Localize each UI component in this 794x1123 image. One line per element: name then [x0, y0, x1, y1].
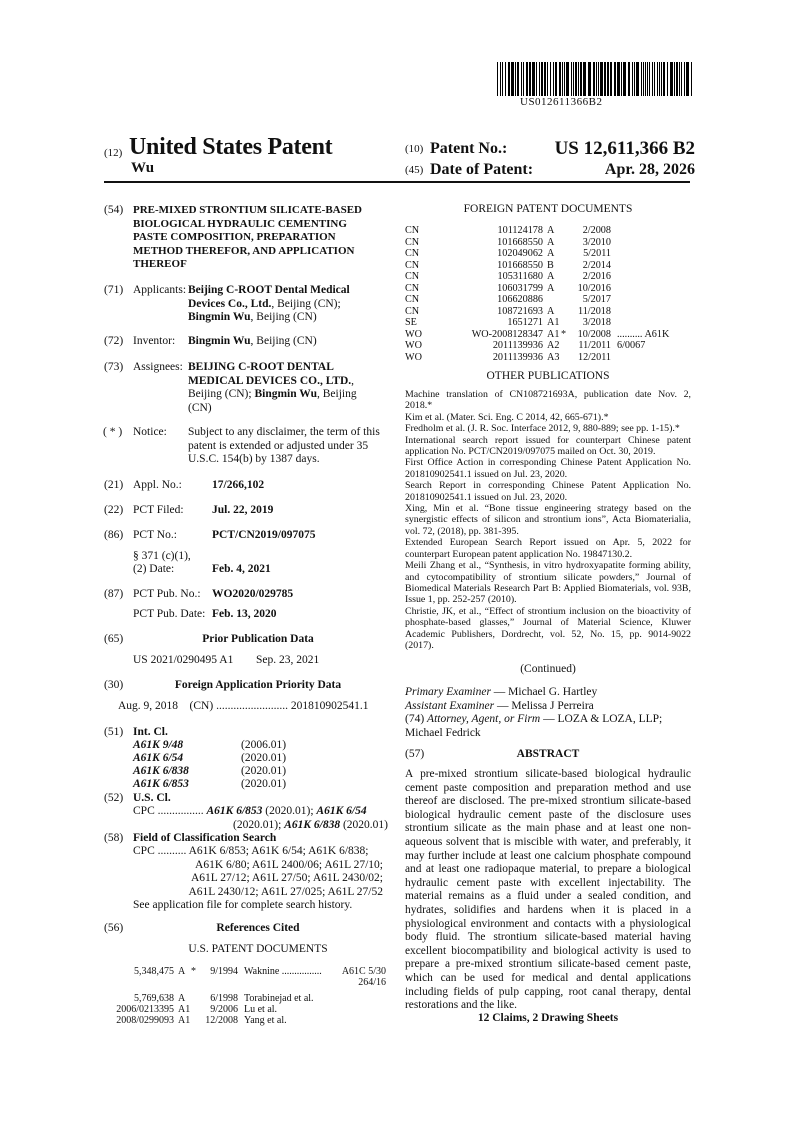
appl-no-label: Appl. No.:	[133, 479, 182, 491]
abstract-text: A pre-mixed strontium silicate-based biological hydraulic cement paste composition and preparation method and use thereof are disclosed. The pre-mixed strontium silicate-based biological hydraulic cement paste of the disclosure uses strontium silicate as the main phase and at least one non-aqueous solvent that is miscible with water, and preferably, it may further include at least one calcium phosphate compound and at least one radiopaque material, to prepare a biological hydraulic cement paste with excellent injectability. The material remains as a fluid under a sealed condition, and hydrates, solidifies and hardens when it is placed in a physiological environment and contacts with a physiological body fluid. The strontium silicate-based material having excellent biocompatibility and biological activity is used to prepare a pre-mixed strontium silicate-based cement paste, which can be used for medical and dental applications including fields of pulp capping, root canal therapy, dental restorations and the like.	[405, 768, 691, 1012]
cpc-code: A61K 6/838	[284, 818, 341, 831]
assignee-location: , Beijing	[317, 388, 357, 401]
barcode-bar	[596, 62, 597, 96]
barcode-bar	[628, 62, 630, 96]
barcode-bar	[526, 62, 528, 96]
assistant-examiner: — Melissa J Perreira	[494, 699, 594, 712]
barcode-bar	[578, 62, 579, 96]
code-30: (30)	[104, 679, 124, 691]
ref-kind: A	[547, 282, 555, 294]
code-74: (74)	[405, 713, 428, 726]
barcode-bar	[614, 62, 616, 96]
barcode-bar	[588, 62, 591, 96]
field-note: See application file for complete search history.	[133, 899, 353, 912]
barcode-bar	[564, 62, 565, 96]
country-code: WO	[405, 340, 422, 351]
code-45: (45)	[405, 164, 424, 176]
int-cl-row	[133, 739, 287, 752]
code-51: (51)	[104, 726, 124, 738]
country-code: CN	[405, 225, 420, 236]
ref-number: 5,348,475	[134, 966, 174, 977]
ref-number: 2011139936	[492, 351, 543, 363]
barcode-bar	[686, 62, 689, 96]
assignees-label: Assignees:	[133, 361, 183, 373]
country-code: CN	[405, 259, 420, 271]
publication-entry: Search Report in corresponding Chinese Patent Application No. 201810902541.1 issued on Jul. 23, 2020.	[405, 480, 691, 503]
ref-date: 11/2018	[577, 305, 611, 317]
cpc-version: (2020.01)	[340, 818, 388, 831]
ref-kind: A	[547, 271, 555, 282]
barcode-bar	[652, 62, 653, 96]
country-code: CN	[405, 305, 420, 317]
int-cl-version: (2020.01)	[241, 752, 287, 764]
ref-class-secondary: 264/16	[358, 977, 386, 988]
ref-kind: A1	[178, 1015, 191, 1026]
ref-date: 3/2010	[582, 236, 611, 248]
attorney: — LOZA & LOZA, LLP;	[540, 713, 663, 726]
title-line: PASTE COMPOSITION, PREPARATION	[133, 231, 336, 244]
barcode-bar	[663, 62, 665, 96]
claims-summary: 12 Claims, 2 Drawing Sheets	[477, 1012, 619, 1024]
foreign-reference-row	[405, 294, 695, 305]
barcode-bar	[659, 62, 660, 96]
primary-examiner-label: Primary Examiner	[405, 686, 491, 698]
barcode-bar	[566, 62, 569, 96]
field-line: A61K 6/80; A61L 2400/06; A61L 27/10;	[195, 858, 383, 871]
barcode-bar	[643, 62, 644, 96]
barcode-bar	[573, 62, 574, 96]
barcode-bar	[610, 62, 612, 96]
foreign-reference-row	[405, 260, 695, 271]
ref-number: 106031799	[497, 282, 543, 294]
barcode-bar	[500, 62, 501, 96]
barcode-bar	[553, 62, 554, 96]
ref-number: 2008/0299093	[116, 1015, 174, 1026]
ref-kind: A1	[547, 317, 560, 328]
publication-entry: Xing, Min et al. “Bone tissue engineering strategy based on the synergistic effects of silicon and strontium ions”, Acta Biomaterialia, vol. 72, (2018), pp. 381-395.	[405, 503, 691, 537]
barcode-bar	[497, 62, 498, 96]
code-54: (54)	[104, 204, 124, 216]
ref-date: 9/2006	[210, 1004, 238, 1015]
cpc-label: CPC ................	[133, 805, 204, 817]
barcode-bar	[547, 62, 548, 96]
inventor-value	[188, 335, 317, 349]
barcode-bar	[645, 62, 646, 96]
assignee-name: Bingmin Wu	[254, 388, 317, 401]
barcode-bar	[641, 62, 642, 96]
us-reference-row	[104, 966, 386, 988]
int-cl-list	[133, 739, 287, 791]
barcode-bar	[598, 62, 599, 96]
cpc-version: (2020.01);	[262, 805, 317, 817]
references-heading: References Cited	[216, 922, 300, 934]
ref-kind: A1	[178, 1004, 191, 1015]
assignee-location: (CN)	[188, 401, 212, 414]
ref-date: 2/2008	[582, 225, 611, 236]
foreign-reference-row	[405, 248, 695, 259]
barcode-bar	[541, 62, 543, 96]
ref-number: 2006/0213395	[116, 1004, 174, 1015]
pct-pub-date: Feb. 13, 2020	[212, 608, 277, 620]
s371-date: Feb. 4, 2021	[212, 563, 271, 575]
ref-name: Waknine ................	[244, 966, 322, 977]
cpc-version: (2020.01);	[233, 818, 285, 831]
foreign-reference-row	[405, 317, 695, 328]
field-line: CPC .......... A61K 6/853; A61K 6/54; A61K 6/838;	[133, 845, 369, 857]
foreign-reference-row	[405, 352, 695, 363]
code-87: (87)	[104, 588, 124, 600]
barcode-bar	[523, 62, 524, 96]
barcode-bar	[562, 62, 563, 96]
int-cl-row	[133, 778, 287, 791]
inventor-header: Wu	[131, 160, 155, 176]
pct-pub-no-label: PCT Pub. No.:	[133, 588, 201, 600]
publication-entry: Extended European Search Report issued on Apr. 5, 2022 for counterpart European patent application No. 19847130.2.	[405, 537, 691, 560]
publication-entry: Kim et al. (Mater. Sci. Eng. C 2014, 42, 665-671).*	[405, 411, 609, 423]
ref-date: 5/2011	[583, 248, 611, 259]
ref-star: *	[561, 328, 567, 340]
appl-no: 17/266,102	[212, 479, 265, 491]
attorney-name: Michael Fedrick	[405, 726, 481, 739]
title-line: THEREOF	[133, 258, 187, 271]
patent-type-code	[104, 143, 122, 161]
prior-pub-heading: Prior Publication Data	[202, 633, 314, 645]
assignee-name-cont: MEDICAL DEVICES CO., LTD.	[188, 374, 352, 387]
document-title	[129, 134, 332, 161]
barcode-bar	[647, 62, 648, 96]
code-72: (72)	[104, 335, 124, 347]
assignees-value: BEIJING C-ROOT DENTAL MEDICAL DEVICES CO., LTD., Beijing (CN); Bingmin Wu, Beijing (CN)	[188, 361, 393, 415]
ref-number: 102049062	[497, 248, 543, 259]
title-line: BIOLOGICAL HYDRAULIC CEMENTING	[133, 217, 347, 230]
barcode-bar	[508, 62, 510, 96]
ref-number: 106620886	[497, 294, 543, 305]
int-cl-version: (2020.01)	[241, 765, 287, 777]
attorney-label: Attorney, Agent, or Firm	[427, 713, 541, 726]
ref-date: 6/1998	[210, 993, 238, 1004]
country-code: SE	[405, 317, 417, 328]
ref-kind: A	[547, 225, 555, 236]
foreign-reference-row	[405, 306, 695, 317]
int-cl-code: A61K 6/54	[133, 752, 184, 764]
applicant-name-cont: Devices Co., Ltd.	[188, 297, 272, 310]
pct-pub-date-label: PCT Pub. Date:	[133, 608, 206, 620]
barcode-bar	[657, 62, 658, 96]
ref-star: *	[191, 966, 196, 977]
ref-date: 12/2008	[205, 1015, 238, 1026]
assistant-examiner-label: Assistant Examiner	[405, 699, 495, 712]
barcode-bar	[636, 62, 639, 96]
ref-date: 12/2011	[577, 351, 611, 363]
publication-entry: Christie, JK, et al., “Effect of strontium inclusion on the bioactivity of phosphate-based glasses,” Journal of Material Science, Kluwer Academic Publishers, Dordrecht, vol. 52, No. 15, pp. 9014-9022 (2017).	[405, 605, 691, 651]
cpc-code: A61K 6/853	[206, 805, 263, 817]
int-cl-version: (2020.01)	[241, 778, 287, 790]
country-code: CN	[405, 282, 420, 294]
barcode-bar	[575, 62, 577, 96]
title-line: METHOD THEREFOR, AND APPLICATION	[133, 244, 355, 257]
other-publications	[405, 389, 691, 651]
barcode-bar	[505, 62, 506, 96]
ref-number: 101124178	[497, 225, 543, 236]
field-line: A61L 2430/12; A61L 27/025; A61L 27/52	[188, 885, 383, 898]
inventor-name: Bingmin Wu	[188, 335, 251, 347]
cpc-code: A61K 6/54	[316, 805, 367, 817]
foreign-reference-row	[405, 340, 695, 351]
us-cpc	[133, 805, 388, 832]
us-reference-row	[104, 1015, 386, 1037]
barcode-bar	[532, 62, 535, 96]
code-10: (10)	[405, 143, 424, 155]
examiners	[405, 686, 695, 740]
foreign-docs-heading: FOREIGN PATENT DOCUMENTS	[463, 203, 633, 215]
us-patent-docs-heading: U.S. PATENT DOCUMENTS	[188, 943, 328, 955]
barcode-bar	[511, 62, 514, 96]
code-56: (56)	[104, 922, 124, 934]
foreign-reference-row	[405, 283, 695, 294]
us-cl-label: U.S. Cl.	[133, 792, 171, 804]
foreign-reference-row	[405, 271, 695, 282]
publication-entry: Machine translation of CN108721693A, publication date Nov. 2, 2018.*	[405, 389, 691, 412]
barcode-bar	[544, 62, 546, 96]
code-58: (58)	[104, 832, 124, 844]
barcode-bar	[600, 62, 603, 96]
patent-date: Apr. 28, 2026	[604, 161, 695, 178]
code-65: (65)	[104, 633, 124, 645]
notice-line: patent is extended or adjusted under 35	[188, 439, 369, 452]
barcode-bar	[649, 62, 650, 96]
code-21: (21)	[104, 479, 124, 491]
barcode-number: US012611366B2	[520, 96, 603, 108]
barcode-bar	[550, 62, 551, 96]
barcode-bar	[691, 62, 692, 96]
country-code: CN	[405, 248, 420, 259]
barcode-bar	[621, 62, 622, 96]
title-line: PRE-MIXED STRONTIUM SILICATE-BASED	[133, 204, 362, 216]
barcode-bar	[684, 62, 685, 96]
barcode-bar	[667, 62, 668, 96]
ref-kind: A	[547, 236, 555, 248]
ref-number: 5,769,638	[134, 993, 174, 1004]
inventor-label: Inventor:	[133, 335, 176, 347]
assignee-name: BEIJING C-ROOT DENTAL	[188, 361, 334, 373]
s371-label: § 371 (c)(1),	[133, 550, 191, 562]
ref-number: 2011139936	[492, 340, 543, 351]
ref-kind: A	[178, 993, 186, 1004]
continued-note: (Continued)	[520, 663, 576, 675]
foreign-reference-row	[405, 225, 695, 236]
notice-text	[188, 426, 393, 467]
int-cl-label: Int. Cl.	[133, 726, 168, 738]
ref-date: 5/2017	[582, 294, 611, 305]
code-22: (22)	[104, 504, 124, 516]
barcode-bar	[502, 62, 503, 96]
applicants-value	[188, 284, 393, 325]
barcode-bar	[674, 62, 675, 96]
ref-date: 3/2018	[582, 317, 611, 328]
inventor-location: , Beijing (CN)	[250, 335, 317, 347]
applicant-location: , Beijing (CN);	[271, 297, 341, 310]
patent-title-heading: United States Patent	[129, 134, 333, 160]
publication-entry: Fredholm et al. (J. R. Soc. Interface 2012, 9, 880-889; see pp. 1-15).*	[405, 423, 680, 435]
notice-line: U.S.C. 154(b) by 1387 days.	[188, 453, 320, 466]
notice-line: Subject to any disclaimer, the term of this	[188, 426, 380, 438]
ref-name: Yang et al.	[244, 1015, 287, 1026]
ref-date: 11/2011	[578, 340, 611, 351]
field-line: A61L 27/12; A61L 27/50; A61L 2430/02;	[191, 872, 383, 885]
barcode-bar	[676, 62, 678, 96]
ref-number: 101668550	[497, 259, 543, 271]
pct-no-label: PCT No.:	[133, 529, 177, 541]
barcode-bar	[536, 62, 537, 96]
pct-filed: Jul. 22, 2019	[212, 504, 274, 516]
ref-date: 2/2016	[582, 271, 611, 282]
assignee-location: Beijing (CN);	[188, 388, 252, 401]
barcode-bar	[654, 62, 655, 96]
barcode-bar	[607, 62, 609, 96]
barcode-bar	[681, 62, 682, 96]
int-cl-row	[133, 752, 287, 765]
barcode-bar	[593, 62, 595, 96]
primary-examiner: — Michael G. Hartley	[490, 686, 598, 698]
barcode-bar	[632, 62, 633, 96]
int-cl-code: A61K 6/838	[133, 765, 189, 777]
barcode-bar	[529, 62, 531, 96]
pct-pub-no: WO2020/029785	[212, 588, 294, 600]
foreign-priority-heading: Foreign Application Priority Data	[174, 679, 342, 691]
barcode-bar	[634, 62, 635, 96]
ref-name: Torabinejad et al.	[244, 993, 314, 1004]
invention-title	[133, 204, 362, 272]
patent-number-label: Patent No.:	[430, 140, 508, 157]
ref-name: Lu et al.	[244, 1004, 278, 1015]
header-rule	[104, 181, 690, 183]
ref-date: 10/2008	[577, 328, 611, 340]
ref-kind: A2	[547, 340, 560, 351]
ref-number: 101668550	[497, 236, 543, 248]
barcode-bar	[670, 62, 673, 96]
ref-kind: A	[547, 305, 555, 317]
publication-entry: Meili Zhang et al., “Synthesis, in vitro hydroxyapatite forming ability, and cytocompatibility of strontium silicate powders,” Journal of Biomedical Materials Research Part B: Applied Biomaterials, vol. 93B, Issue 1, pp. 252-257 (2010).	[405, 560, 691, 606]
notice-label: Notice:	[133, 426, 167, 438]
barcode-bar	[515, 62, 516, 96]
int-cl-code: A61K 9/48	[133, 739, 184, 751]
barcode-bar	[571, 62, 572, 96]
code-71: (71)	[104, 284, 124, 296]
code-57: (57)	[405, 748, 425, 760]
patent-number: US 12,611,366 B2	[554, 138, 695, 159]
barcode	[497, 62, 693, 96]
ref-date: 2/2014	[582, 259, 611, 271]
applicants-label: Applicants:	[133, 284, 187, 296]
ref-class: .......... A61K 6/0067	[617, 328, 670, 351]
ref-class: A61C 5/30	[341, 966, 386, 977]
ref-date: 9/1994	[210, 966, 238, 977]
s371-date-label: (2) Date:	[133, 563, 175, 575]
barcode-bar	[583, 62, 586, 96]
country-code: CN	[405, 271, 420, 282]
publication-entry: International search report issued for counterpart Chinese patent application No. PCT/CN2019/097075 mailed on Oct. 30, 2019.	[405, 434, 691, 458]
code-52: (52)	[104, 792, 124, 804]
applicant-location: , Beijing (CN)	[250, 311, 317, 324]
other-publications-heading: OTHER PUBLICATIONS	[486, 370, 610, 382]
publication-entry: First Office Action in corresponding Chinese Patent Application No. 201810902541.1 issued on Jul. 23, 2020.	[405, 457, 691, 480]
applicant-name: Beijing C-ROOT Dental Medical	[188, 284, 350, 296]
code-86: (86)	[104, 529, 124, 541]
abstract-heading: ABSTRACT	[516, 748, 580, 760]
ref-kind: A3	[547, 351, 560, 363]
int-cl-row	[133, 765, 287, 778]
code-12: (12)	[104, 147, 123, 159]
barcode-bar	[623, 62, 626, 96]
barcode-bar	[555, 62, 557, 96]
ref-kind: A1	[547, 328, 560, 340]
country-code: WO	[405, 351, 422, 363]
prior-pub-date: Sep. 23, 2021	[256, 654, 320, 666]
country-code: WO	[405, 328, 422, 340]
barcode-bar	[539, 62, 540, 96]
code-73: (73)	[104, 361, 124, 373]
barcode-bar	[580, 62, 582, 96]
prior-pub-no: US 2021/0290495 A1	[133, 654, 234, 666]
pct-filed-label: PCT Filed:	[133, 504, 184, 516]
ref-number: 1651271	[507, 317, 543, 328]
ref-number: WO-2008128347	[471, 328, 543, 340]
patent-date-label: Date of Patent:	[430, 161, 534, 178]
ref-kind: A	[178, 966, 186, 977]
country-code: CN	[405, 236, 420, 248]
country-code: CN	[405, 294, 420, 305]
barcode-bar	[679, 62, 680, 96]
barcode-bar	[559, 62, 561, 96]
pct-no: PCT/CN2019/097075	[212, 529, 316, 541]
ref-kind: A	[547, 248, 555, 259]
foreign-priority: Aug. 9, 2018 (CN) ......................... 201810902541.1	[118, 700, 369, 712]
int-cl-version: (2006.01)	[241, 739, 287, 751]
int-cl-code: A61K 6/853	[133, 778, 189, 790]
ref-number: 105311680	[497, 271, 543, 282]
field-search-label: Field of Classification Search	[133, 832, 277, 844]
foreign-reference-row	[405, 237, 695, 248]
barcode-bar	[604, 62, 606, 96]
barcode-bar	[661, 62, 662, 96]
barcode-bar	[517, 62, 519, 96]
barcode-bar	[617, 62, 620, 96]
ref-kind: B	[547, 259, 554, 271]
code-star: ( * )	[103, 426, 123, 438]
field-search	[133, 845, 383, 913]
applicant-name: Bingmin Wu	[188, 311, 251, 324]
ref-date: 10/2016	[577, 282, 611, 294]
barcode-bar	[521, 62, 522, 96]
ref-number: 108721693	[497, 305, 543, 317]
